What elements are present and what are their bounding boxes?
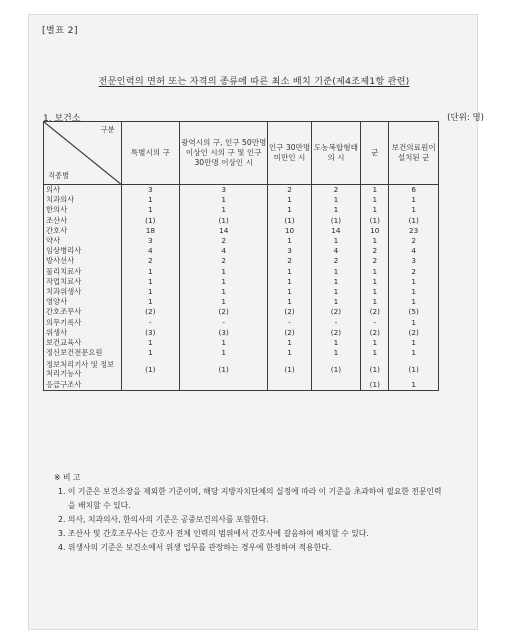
value-cell: 1 xyxy=(311,287,361,297)
value-cell: 1 xyxy=(389,277,439,287)
value-cell: (2) xyxy=(311,307,361,317)
note-item: 4. 위생사의 기준은 보건소에서 위생 업무를 관장하는 경우에 한정하여 적용한다. xyxy=(58,543,332,552)
table-row xyxy=(44,338,439,348)
column-header: 보건의료원이 설치된 군 xyxy=(389,122,439,185)
occupation-cell: 영양사 xyxy=(44,297,122,307)
occupation-cell: 임상병리사 xyxy=(44,246,122,256)
occupation-cell: 간호사 xyxy=(44,226,122,236)
value-cell: 3 xyxy=(268,246,311,256)
value-cell xyxy=(179,380,267,391)
table-row xyxy=(44,380,439,391)
table-row xyxy=(44,185,439,196)
corner-label-occupation: 직종별 xyxy=(48,171,70,180)
value-cell: 23 xyxy=(389,226,439,236)
value-cell: 1 xyxy=(389,380,439,391)
annex-label: [별표 2] xyxy=(42,26,78,36)
value-cell: 1 xyxy=(268,267,311,277)
value-cell: 1 xyxy=(121,267,179,277)
value-cell: 1 xyxy=(361,277,389,287)
value-cell: 14 xyxy=(179,226,267,236)
value-cell: - xyxy=(311,317,361,327)
table-row xyxy=(44,277,439,287)
table-row xyxy=(44,358,439,380)
value-cell xyxy=(311,380,361,391)
column-header: 군 xyxy=(361,122,389,185)
occupation-cell: 정보처리기사 및 정보처리기능사 xyxy=(44,358,122,380)
value-cell: 1 xyxy=(179,338,267,348)
corner-header-cell xyxy=(44,122,122,185)
notes-heading: ※ 비 고 xyxy=(54,473,81,482)
table-row xyxy=(44,328,439,338)
value-cell: (3) xyxy=(121,328,179,338)
value-cell: - xyxy=(361,317,389,327)
occupation-cell: 보건교육사 xyxy=(44,338,122,348)
value-cell: 1 xyxy=(389,205,439,215)
occupation-cell: 치과위생사 xyxy=(44,287,122,297)
value-cell: 1 xyxy=(311,267,361,277)
value-cell: 1 xyxy=(121,287,179,297)
value-cell: 1 xyxy=(179,297,267,307)
value-cell: 1 xyxy=(389,317,439,327)
occupation-cell: 약사 xyxy=(44,236,122,246)
value-cell: 1 xyxy=(121,348,179,358)
value-cell: (5) xyxy=(389,307,439,317)
value-cell: 4 xyxy=(311,246,361,256)
value-cell: 1 xyxy=(121,297,179,307)
table-row xyxy=(44,236,439,246)
value-cell: 2 xyxy=(121,256,179,266)
value-cell xyxy=(268,380,311,391)
value-cell: 2 xyxy=(268,185,311,196)
value-cell: 1 xyxy=(311,195,361,205)
value-cell: (1) xyxy=(311,358,361,380)
value-cell: 1 xyxy=(268,236,311,246)
value-cell: (1) xyxy=(311,216,361,226)
value-cell: 2 xyxy=(311,185,361,196)
column-header: 특별시의 구 xyxy=(121,122,179,185)
value-cell: (2) xyxy=(389,328,439,338)
value-cell: 2 xyxy=(179,236,267,246)
value-cell: 1 xyxy=(121,277,179,287)
value-cell: 2 xyxy=(361,256,389,266)
value-cell: 1 xyxy=(179,287,267,297)
table-row xyxy=(44,226,439,236)
value-cell: 2 xyxy=(179,256,267,266)
value-cell: 3 xyxy=(389,256,439,266)
value-cell: 2 xyxy=(268,256,311,266)
column-header: 도농복합형태의 시 xyxy=(311,122,361,185)
corner-label-division: 구분 xyxy=(100,125,115,134)
value-cell: (2) xyxy=(121,307,179,317)
occupation-cell: 위생사 xyxy=(44,328,122,338)
value-cell: 1 xyxy=(311,205,361,215)
value-cell: 1 xyxy=(361,195,389,205)
value-cell: 1 xyxy=(311,338,361,348)
value-cell: (2) xyxy=(361,307,389,317)
value-cell: (3) xyxy=(179,328,267,338)
table-row xyxy=(44,195,439,205)
occupation-cell: 물리치료사 xyxy=(44,267,122,277)
value-cell: (1) xyxy=(121,358,179,380)
value-cell: 2 xyxy=(389,267,439,277)
occupation-cell: 의무기록사 xyxy=(44,317,122,327)
value-cell: (1) xyxy=(121,216,179,226)
staffing-table xyxy=(43,121,439,391)
value-cell: 1 xyxy=(121,338,179,348)
value-cell: 1 xyxy=(311,348,361,358)
value-cell: 1 xyxy=(361,236,389,246)
occupation-cell: 조산사 xyxy=(44,216,122,226)
notes-section xyxy=(48,471,448,555)
value-cell: 1 xyxy=(179,348,267,358)
column-header: 광역시의 구, 인구 50만명 이상인 시의 구 및 인구 30만명 이상인 시 xyxy=(179,122,267,185)
value-cell: 1 xyxy=(268,277,311,287)
note-item: 2. 의사, 치과의사, 한의사의 기준은 공중보건의사를 포함한다. xyxy=(58,515,269,524)
value-cell: 1 xyxy=(361,297,389,307)
value-cell: 1 xyxy=(389,348,439,358)
value-cell: 1 xyxy=(361,205,389,215)
value-cell: (1) xyxy=(389,358,439,380)
note-item: 3. 조산사 및 간호조무사는 간호사 전체 인력의 범위에서 간호사에 갈음하여 배치할 수 있다. xyxy=(58,529,369,538)
table-row xyxy=(44,317,439,327)
table-row xyxy=(44,267,439,277)
value-cell: 4 xyxy=(179,246,267,256)
value-cell: 1 xyxy=(268,338,311,348)
value-cell: - xyxy=(121,317,179,327)
occupation-cell: 의사 xyxy=(44,185,122,196)
value-cell: - xyxy=(268,317,311,327)
value-cell: 1 xyxy=(311,297,361,307)
value-cell: 1 xyxy=(361,185,389,196)
value-cell: 1 xyxy=(268,348,311,358)
table-row xyxy=(44,216,439,226)
value-cell: 1 xyxy=(361,338,389,348)
value-cell: 1 xyxy=(268,297,311,307)
value-cell: 1 xyxy=(179,205,267,215)
value-cell: (1) xyxy=(179,216,267,226)
value-cell: 1 xyxy=(179,277,267,287)
value-cell: 1 xyxy=(311,277,361,287)
value-cell: (1) xyxy=(268,216,311,226)
value-cell: 1 xyxy=(179,195,267,205)
table-row xyxy=(44,287,439,297)
value-cell: (2) xyxy=(361,328,389,338)
value-cell: 1 xyxy=(121,195,179,205)
value-cell: (2) xyxy=(179,307,267,317)
value-cell: (1) xyxy=(361,380,389,391)
value-cell: 1 xyxy=(268,195,311,205)
value-cell: (2) xyxy=(311,328,361,338)
occupation-cell: 방사선사 xyxy=(44,256,122,266)
value-cell: (2) xyxy=(268,328,311,338)
value-cell: 1 xyxy=(121,205,179,215)
value-cell: 2 xyxy=(361,246,389,256)
occupation-cell: 응급구조사 xyxy=(44,380,122,391)
value-cell: 1 xyxy=(268,205,311,215)
value-cell: 1 xyxy=(179,267,267,277)
value-cell: 14 xyxy=(311,226,361,236)
column-header: 인구 30만명 미만인 시 xyxy=(268,122,311,185)
value-cell: 4 xyxy=(121,246,179,256)
value-cell: 2 xyxy=(311,256,361,266)
value-cell: 10 xyxy=(268,226,311,236)
occupation-cell: 작업치료사 xyxy=(44,277,122,287)
value-cell xyxy=(121,380,179,391)
value-cell: 18 xyxy=(121,226,179,236)
value-cell: 3 xyxy=(121,185,179,196)
value-cell: (1) xyxy=(361,216,389,226)
table-row xyxy=(44,256,439,266)
value-cell: (1) xyxy=(179,358,267,380)
value-cell: 10 xyxy=(361,226,389,236)
value-cell: 1 xyxy=(361,348,389,358)
occupation-cell: 정신보건전문요원 xyxy=(44,348,122,358)
table-row xyxy=(44,297,439,307)
value-cell: - xyxy=(179,317,267,327)
value-cell: 2 xyxy=(389,236,439,246)
table-row xyxy=(44,205,439,215)
unit-label: (단위: 명) xyxy=(447,113,484,123)
occupation-cell: 간호조무사 xyxy=(44,307,122,317)
value-cell: 6 xyxy=(389,185,439,196)
table-row xyxy=(44,246,439,256)
value-cell: 3 xyxy=(121,236,179,246)
value-cell: 1 xyxy=(268,287,311,297)
value-cell: (1) xyxy=(389,216,439,226)
table-row xyxy=(44,348,439,358)
value-cell: 1 xyxy=(389,287,439,297)
value-cell: (1) xyxy=(361,358,389,380)
table-header-row xyxy=(44,122,439,185)
occupation-cell: 한의사 xyxy=(44,205,122,215)
table-row xyxy=(44,307,439,317)
value-cell: 1 xyxy=(389,297,439,307)
value-cell: 3 xyxy=(179,185,267,196)
value-cell: 1 xyxy=(311,236,361,246)
section-heading: 1. 보건소 xyxy=(43,114,81,124)
value-cell: (2) xyxy=(268,307,311,317)
occupation-cell: 치과의사 xyxy=(44,195,122,205)
value-cell: (1) xyxy=(268,358,311,380)
value-cell: 1 xyxy=(389,195,439,205)
document-title: 전문인력의 면허 또는 자격의 종류에 따른 최소 배치 기준(제4조제1항 관련) xyxy=(98,76,410,87)
value-cell: 4 xyxy=(389,246,439,256)
value-cell: 1 xyxy=(361,267,389,277)
value-cell: 1 xyxy=(389,338,439,348)
value-cell: 1 xyxy=(361,287,389,297)
note-item: 1. 이 기준은 보건소장을 제외한 기준이며, 해당 지방자치단체의 실정에 따라 이 기준을 초과하여 필요한 전문인력을 배치할 수 있다. xyxy=(58,487,442,510)
